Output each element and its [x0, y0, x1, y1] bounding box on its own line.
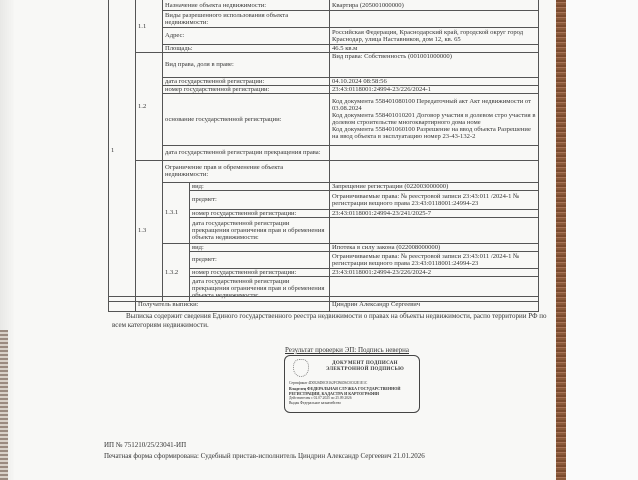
- label: дата государственной регистрации прекращения права:: [163, 145, 330, 160]
- owner: Владелец ФЕДЕРАЛЬНАЯ СЛУЖБА ГОСУДАРСТВЕННОЙ РЕГИСТРАЦИИ, КАДАСТРА И КАРТОГРАФИИ: [289, 386, 401, 396]
- registry-table: [108, 0, 539, 302]
- label: дата государственной регистрации прекращения ограничения прав и обременения объекта недвижимости:: [190, 276, 330, 301]
- basis-doc: Код документа 558401080100 Передаточный акт Акт недвижимости от 03.08.2024: [332, 98, 531, 112]
- section-number: 1: [109, 0, 136, 301]
- s13-number: 1.3: [136, 160, 163, 301]
- empty-cell: [109, 297, 136, 312]
- value: [330, 93, 539, 145]
- value: Квартира (205001000000): [330, 0, 539, 10]
- recipient-label: Получатель выписки:: [136, 297, 330, 312]
- s12-number: 1.2: [136, 52, 163, 160]
- value-empty: [330, 145, 539, 160]
- label: вид:: [190, 182, 330, 190]
- recipient-table: [108, 296, 539, 312]
- issuer: Выдан Федеральное казначейство: [289, 401, 342, 405]
- value-empty: [330, 217, 539, 243]
- label: номер государственной регистрации:: [190, 268, 330, 276]
- label: Площадь:: [163, 44, 330, 52]
- value: Ограничиваемые права: № реестровой записи 23:43:011 /2024-1 № регистрации вещного права 23:43:0118001:24994-23: [330, 251, 539, 268]
- wooden-surface: [556, 0, 566, 480]
- label: дата государственной регистрации:: [163, 77, 330, 85]
- label: Адрес:: [163, 27, 330, 44]
- label: основание государственной регистрации:: [163, 93, 330, 145]
- background-right: [566, 0, 638, 480]
- value: Вид права: Собственность (001001000000): [330, 52, 539, 77]
- value: 46.5 кв.м: [330, 44, 539, 52]
- label: предмет:: [190, 190, 330, 209]
- signature-check-result: Результат проверки ЭП: Подпись неверна: [285, 346, 410, 354]
- value: 04.10.2024 08:58:56: [330, 77, 539, 85]
- printed-by: Печатная форма сформирована: Судебный пристав-исполнитель Циндрин Александр Сергеевич 21.01.2026: [104, 452, 425, 460]
- label: предмет:: [190, 251, 330, 268]
- s11-number: 1.1: [136, 0, 163, 52]
- recipient-value: Циндрин Александр Сергеевич: [330, 297, 539, 312]
- value: Запрещение регистрации (022003000000): [330, 182, 539, 190]
- item-number: 1.3.2: [163, 243, 190, 301]
- label: Вид права, доля в праве:: [163, 52, 330, 77]
- e-signature-stamp: [284, 355, 420, 413]
- label: номер государственной регистрации:: [190, 209, 330, 217]
- basis-doc: Код документа 558401060100 Разрешение на ввод объекта Разрешение на ввод объекта в эксплуатацию номер 23-43-132-2: [332, 126, 531, 140]
- binding-edge: [0, 330, 8, 480]
- coat-of-arms-icon: [293, 359, 309, 377]
- case-number: ИП № 751210/25/23041-ИП: [104, 441, 187, 449]
- value: Ограничиваемые права: № реестровой записи 23:43:011 /2024-1 № регистрации вещного права 23:43:0118001:24994-23: [330, 190, 539, 209]
- value: 23:43:0118001:24994-23/241/2025-7: [330, 209, 539, 217]
- value: 23:43:0118001:24994-23/226/2024-2: [330, 268, 539, 276]
- label: номер государственной регистрации:: [163, 85, 330, 93]
- label: дата государственной регистрации прекращения ограничения прав и обременения объекта недвижимости:: [190, 217, 330, 243]
- value-empty: [330, 10, 539, 27]
- statement-paragraph: Выписка содержит сведения Единого государственного реестра недвижимости о правах на объекты недвижимости, распо территории РФ по всем категориям недвижимости.: [112, 312, 547, 329]
- label: Назначение объекта недвижимости:: [163, 0, 330, 10]
- value: Российская Федерация, Краснодарский край, городской округ город Краснодар, улица Наставников, дом 12, кв. 65: [330, 27, 539, 44]
- basis-doc: Код документа 558401010201 Договор участия в долевом стро участия в долевом строительстве многоквартирного дома номе: [332, 112, 536, 126]
- label: Виды разрешенного использования объекта недвижимости:: [163, 10, 330, 27]
- label: Ограничение прав и обременение объекта недвижимости:: [163, 160, 330, 182]
- label: вид:: [190, 243, 330, 251]
- validity: Действителен с 02.07.2025 по 25.09.2026: [289, 396, 352, 400]
- item-number: 1.3.1: [163, 182, 190, 243]
- value: 23:43:0118001:24994-23/226/2024-1: [330, 85, 539, 93]
- stamp-title: ДОКУМЕНТ ПОДПИСАН ЭЛЕКТРОННОЙ ПОДПИСЬЮ: [325, 361, 405, 372]
- value-empty: [330, 160, 539, 182]
- certificate: Сертификат 4D0526D0C8162FCB6D6C0C02E1E1C: [289, 381, 368, 385]
- value: Ипотека в силу закона (022008000000): [330, 243, 539, 251]
